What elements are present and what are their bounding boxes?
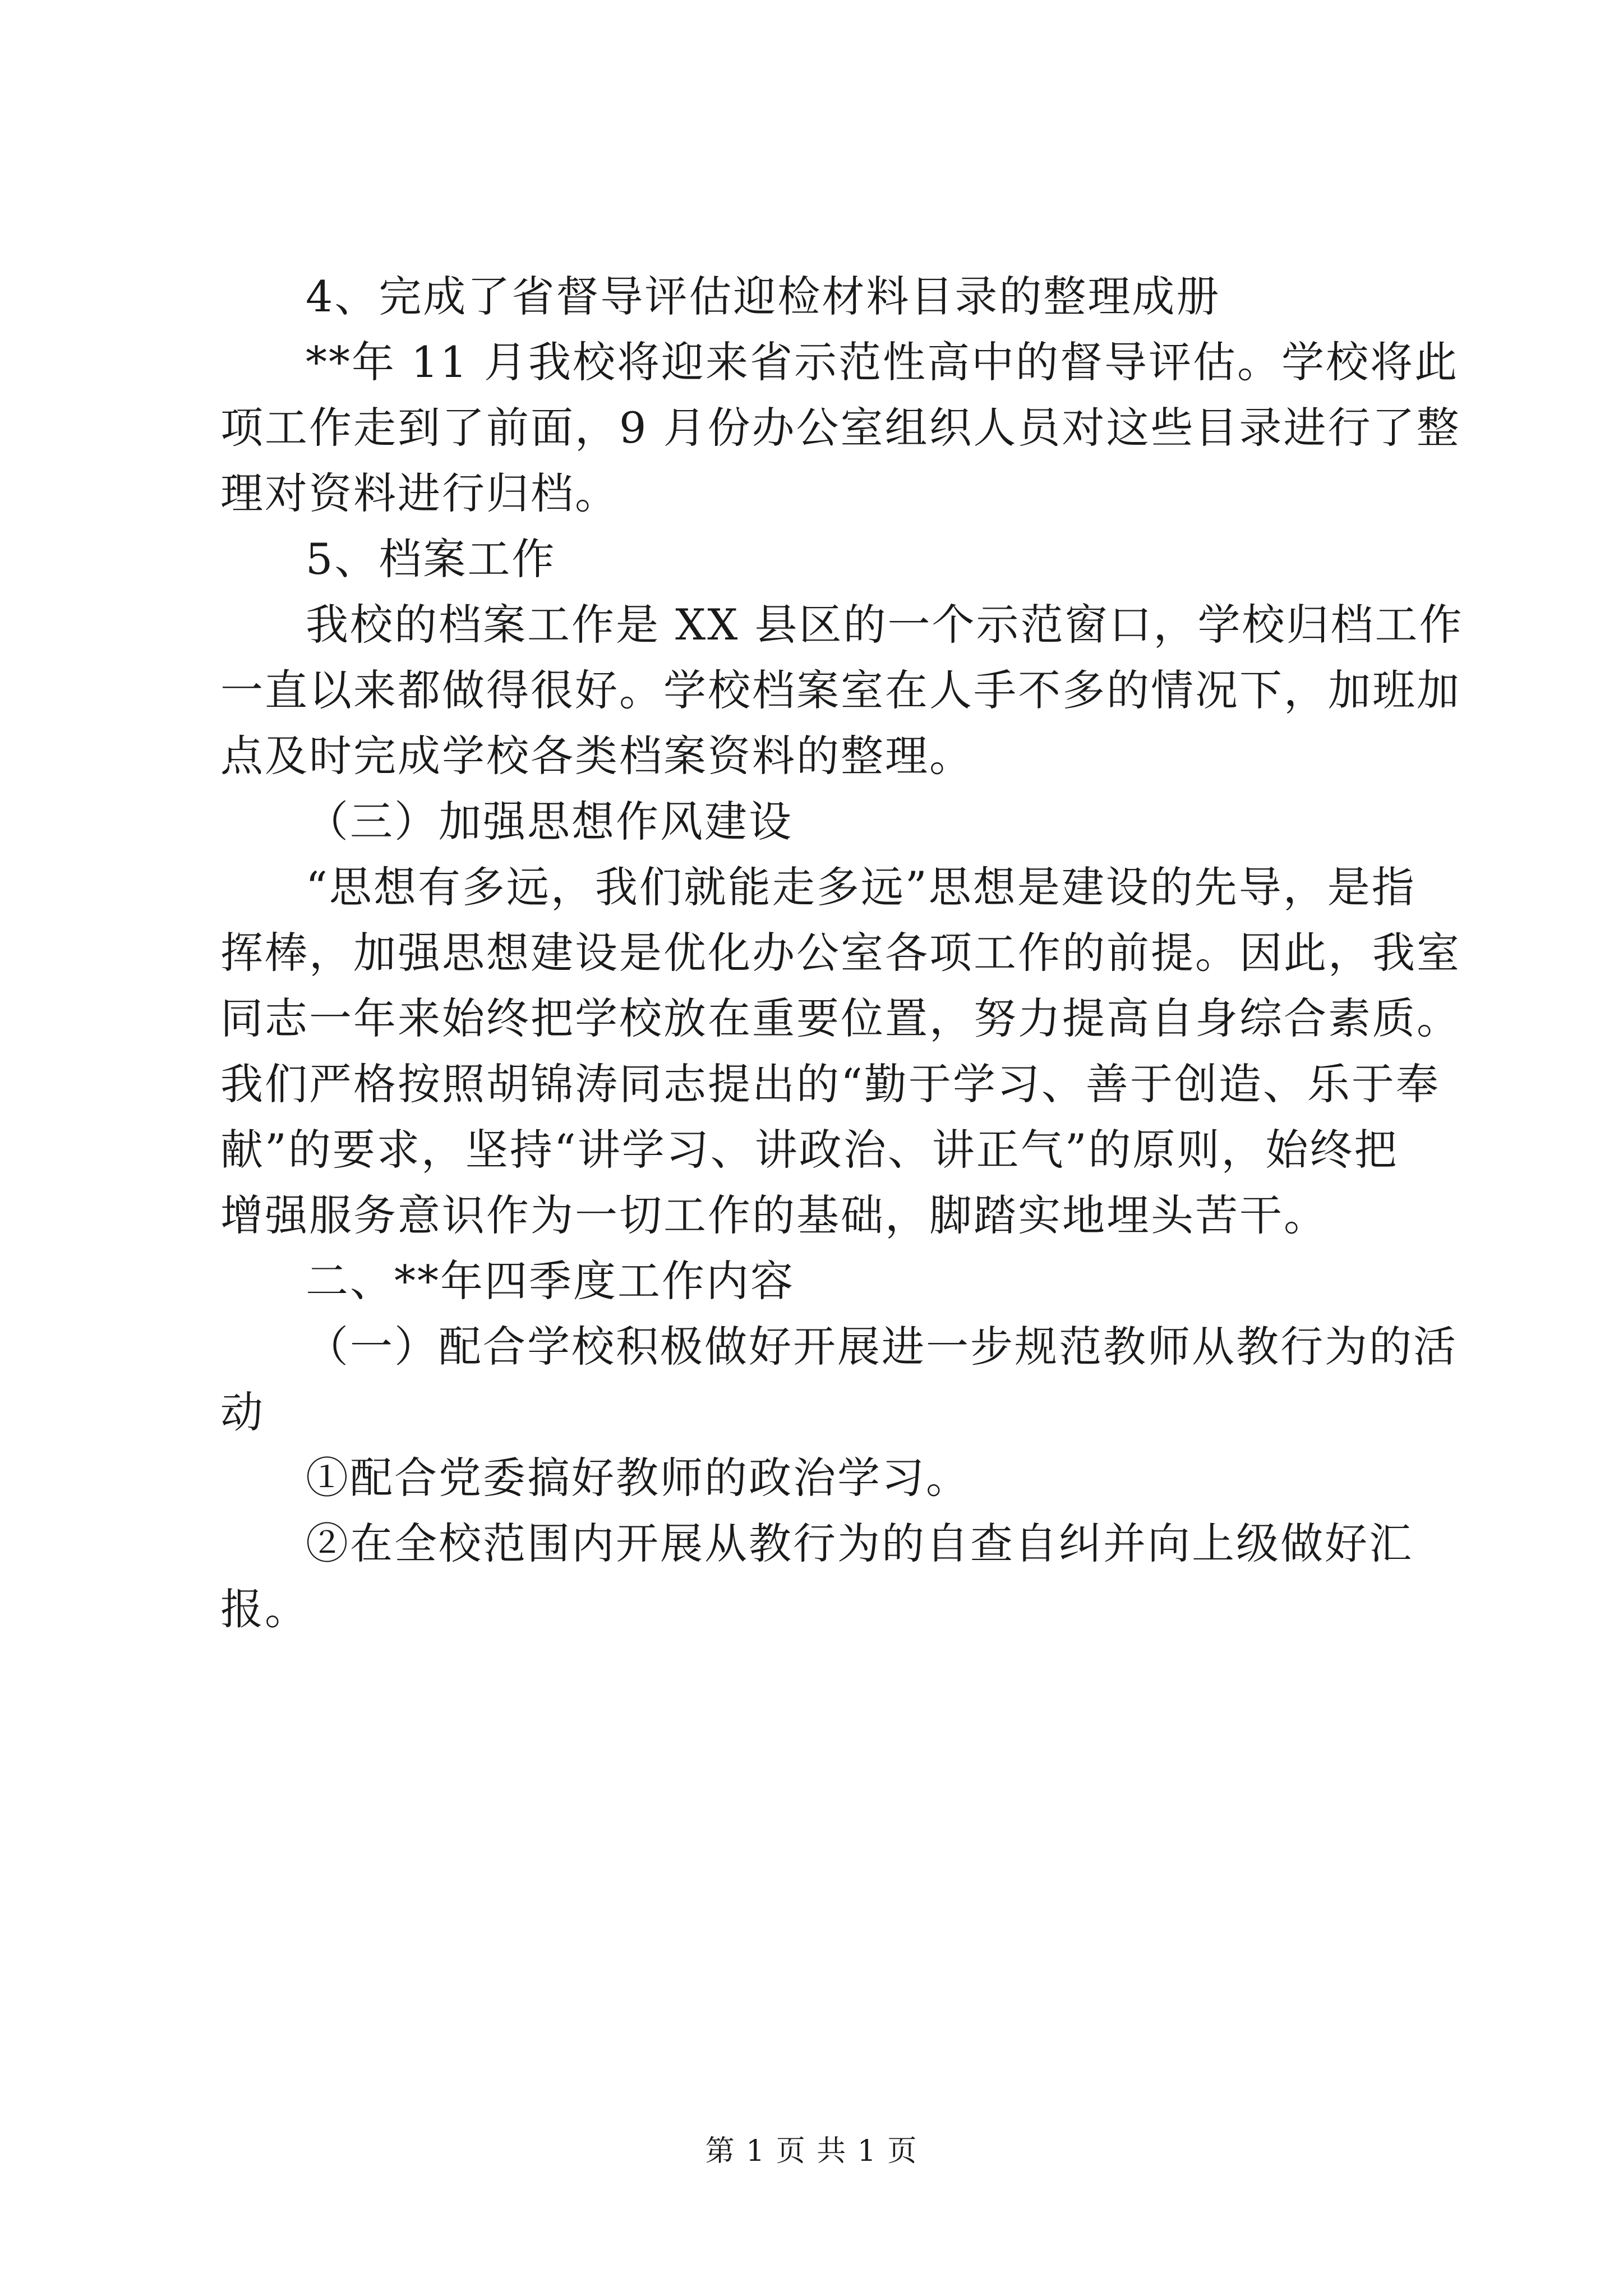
page-footer: 第 1 页 共 1 页: [705, 2134, 918, 2168]
document-body: [220, 264, 1464, 1642]
paragraph-line: 报。: [220, 1584, 309, 1634]
paragraph-line: （一）配合学校积极做好开展进一步规范教师从教行为的活: [306, 1322, 1458, 1372]
section-heading: 二、**年四季度工作内容: [306, 1256, 795, 1306]
paragraph-line: 项工作走到了前面，9 月份办公室组织人员对这些目录进行了整: [220, 403, 1461, 453]
paragraph-line: 增强服务意识作为一切工作的基础，脚踏实地埋头苦干。: [220, 1190, 1328, 1240]
paragraph-line: 献”的要求，坚持“讲学习、讲政治、讲正气”的原则，始终把: [220, 1125, 1399, 1175]
paragraph-line: 同志一年来始终把学校放在重要位置，努力提高自身综合素质。: [220, 993, 1461, 1043]
section-heading: （三）加强思想作风建设: [306, 797, 793, 846]
paragraph-line: 理对资料进行归档。: [220, 468, 619, 518]
paragraph-line: **年 11 月我校将迎来省示范性高中的督导评估。学校将此: [306, 337, 1459, 387]
list-item: ①配合党委搞好教师的政治学习。: [306, 1453, 970, 1503]
paragraph-line: 我们严格按照胡锦涛同志提出的“勤于学习、善于创造、乐于奉: [220, 1059, 1440, 1109]
paragraph-line: 我校的档案工作是 XX 县区的一个示范窗口，学校归档工作: [306, 600, 1464, 650]
paragraph-line: “思想有多远，我们就能走多远”思想是建设的先导，是指: [306, 862, 1416, 912]
section-heading: 5、档案工作: [306, 534, 556, 584]
list-item: ②在全校范围内开展从教行为的自查自纠并向上级做好汇: [306, 1519, 1413, 1568]
paragraph-line: 动: [220, 1387, 265, 1437]
paragraph-line: 点及时完成学校各类档案资料的整理。: [220, 731, 974, 781]
paragraph-line: 一直以来都做得很好。学校档案室在人手不多的情况下，加班加: [220, 665, 1461, 715]
paragraph-line: 挥棒，加强思想建设是优化办公室各项工作的前提。因此，我室: [220, 928, 1461, 978]
section-heading: 4、完成了省督导评估迎检材料目录的整理成册: [306, 272, 1221, 321]
